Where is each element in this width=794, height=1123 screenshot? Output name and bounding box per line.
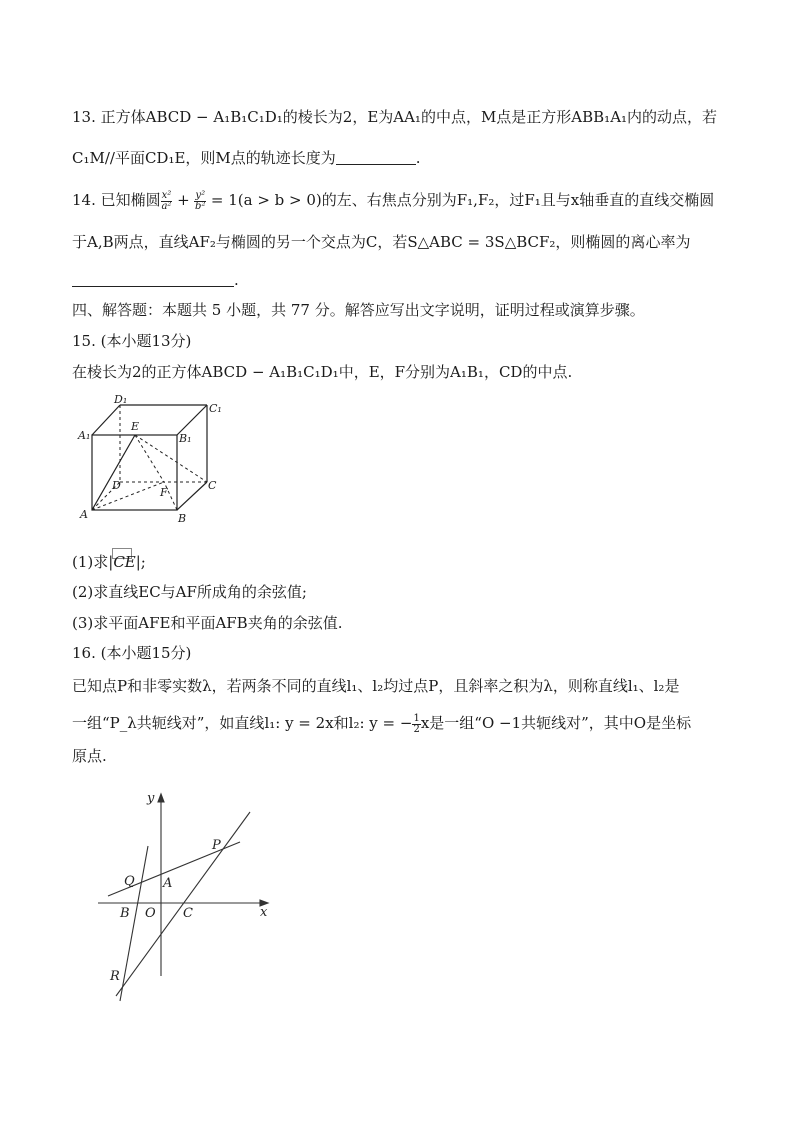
label-r: R — [110, 969, 120, 984]
plus-sign: + — [177, 191, 190, 209]
label-d: D — [112, 479, 121, 492]
label-d1: D₁ — [114, 393, 128, 406]
edge-b1c1 — [177, 405, 207, 435]
edge-bc — [177, 482, 207, 510]
q15-stem: 在棱长为2的正方体ABCD − A₁B₁C₁D₁中，E，F分别为A₁B₁，CD的中点. — [72, 363, 573, 381]
q16-line-3: 原点. — [72, 747, 107, 765]
q16-line-1: 已知点P和非零实数λ，若两条不同的直线l₁、l₂均过点P，且斜率之积为λ，则称直线l₁、l₂是 — [72, 677, 680, 695]
label-b1: B₁ — [179, 432, 192, 445]
q15-part-3: (3)求平面AFE和平面AFB夹角的余弦值. — [72, 614, 343, 632]
label-q: Q — [124, 874, 135, 889]
fraction-one-half — [412, 714, 420, 735]
answer-blank-13[interactable] — [336, 150, 416, 165]
label-e: E — [131, 420, 140, 433]
segment-ef — [135, 435, 164, 482]
y-axis-arrow-icon — [158, 794, 164, 802]
q16-line-2 — [72, 713, 754, 735]
segment-ec — [135, 435, 207, 482]
label-x: x — [260, 905, 268, 920]
frac-y-den: b² — [195, 200, 206, 212]
edge-a1d1 — [92, 405, 120, 435]
answer-blank-14[interactable] — [72, 272, 234, 287]
q14-line-3 — [72, 270, 754, 290]
q14-line-1-a: 14. 已知椭圆 — [72, 191, 161, 209]
q15-part-1 — [72, 548, 754, 572]
q15-part-1-prefix: (1)求| — [72, 553, 114, 571]
q14-line-2: 于A,B两点，直线AF₂与椭圆的另一个交点为C，若S△ABC = 3S△BCF₂，则椭圆的离心率为 — [72, 233, 691, 251]
label-a: A — [163, 876, 173, 891]
q14-period: . — [234, 271, 239, 289]
coordinate-figure — [90, 786, 280, 1016]
vector-ce: CE — [113, 553, 136, 571]
q15-part-2: (2)求直线EC与AF所成角的余弦值; — [72, 583, 307, 601]
label-b: B — [120, 906, 130, 921]
q14-line-1 — [72, 190, 754, 212]
label-a1: A₁ — [78, 429, 91, 442]
q16-header: 16. (本小题15分) — [72, 644, 192, 662]
q13-line-2-text: C₁M//平面CD₁E，则M点的轨迹长度为 — [72, 149, 336, 167]
label-f: F — [160, 486, 168, 499]
q15-header: 15. (本小题13分) — [72, 332, 192, 350]
ellipse-fraction-y — [194, 191, 206, 212]
frac-x-num: x² — [161, 189, 172, 201]
q13-line-2 — [72, 148, 754, 168]
q14-line-1-b: = 1(a > b > 0)的左、右焦点分别为F₁,F₂，过F₁且与x轴垂直的直线交椭圆 — [210, 191, 715, 209]
segment-af — [92, 482, 164, 510]
section-4-heading: 四、解答题：本题共 5 小题，共 77 分。解答应写出文字说明，证明过程或演算步骤。 — [72, 301, 645, 319]
ellipse-fraction-x — [161, 191, 173, 212]
label-b: B — [178, 512, 187, 525]
q16-line-2-b: x是一组“O −1共轭线对”，其中O是坐标 — [420, 714, 692, 732]
frac-y-num: y² — [195, 189, 206, 201]
label-y: y — [147, 791, 155, 806]
segment-ae — [92, 435, 135, 510]
q15-part-1-suffix: |; — [135, 553, 146, 571]
line-rcp — [116, 812, 250, 996]
frac-half-num: 1 — [413, 712, 420, 724]
q13-period: . — [415, 149, 421, 167]
label-c: C — [208, 479, 217, 492]
line-bqr — [120, 846, 148, 1001]
label-o: O — [145, 906, 156, 921]
q13-line-1: 13. 正方体ABCD − A₁B₁C₁D₁的棱长为2，E为AA₁的中点，M点是正方形ABB₁A₁内的动点，若 — [72, 108, 718, 126]
label-p: P — [212, 838, 221, 853]
label-c: C — [183, 906, 193, 921]
q16-line-2-a: 一组“P_λ共轭线对”，如直线l₁: y = 2x和l₂: y = − — [72, 714, 413, 732]
frac-x-den: a² — [161, 200, 172, 212]
frac-half-den: 2 — [413, 723, 420, 735]
label-c1: C₁ — [209, 402, 222, 415]
label-a: A — [80, 508, 88, 521]
cube-figure — [72, 392, 232, 532]
